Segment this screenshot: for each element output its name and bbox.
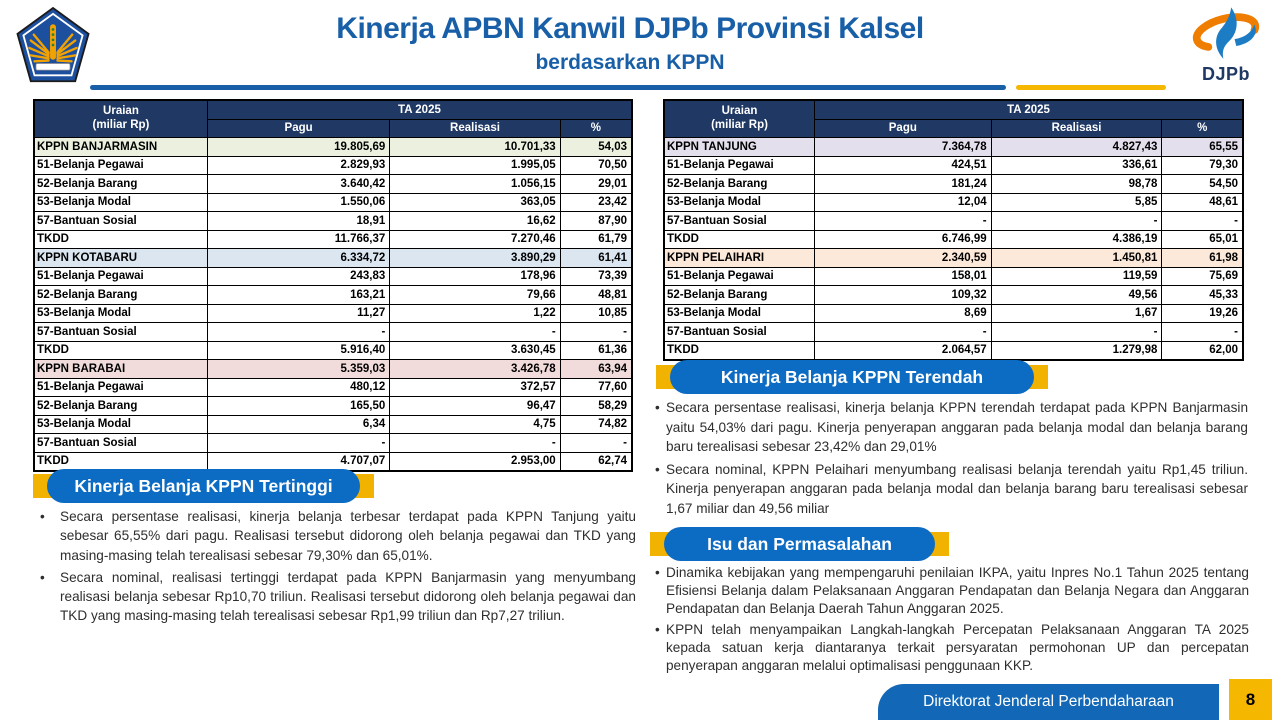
cell-realisasi: 1.995,05	[390, 156, 560, 175]
table-row	[34, 397, 632, 416]
cell-percent: 58,29	[560, 397, 632, 416]
table-row	[34, 230, 632, 249]
table-row	[34, 267, 632, 286]
cell-pagu: 12,04	[815, 193, 992, 212]
table-row	[664, 323, 1243, 342]
cell-realisasi: 1,67	[991, 304, 1162, 323]
budget-table	[663, 99, 1244, 361]
table-row	[34, 156, 632, 175]
table-row	[34, 434, 632, 453]
cell-pagu: -	[207, 323, 389, 342]
cell-realisasi: 7.270,46	[390, 230, 560, 249]
row-label: KPPN PELAIHARI	[664, 249, 815, 268]
cell-pagu: 2.340,59	[815, 249, 992, 268]
row-label: 57-Bantuan Sosial	[34, 434, 207, 453]
bullet-item: • Secara nominal, realisasi tertinggi terdapat pada KPPN Banjarmasin yang menyumbang realisasi belanja sebesar Rp10,70 triliun. Realisasi tersebut didorong oleh belanja pegawai dan TKD yang masing-masing telah terealisasi sebesar Rp1,99 triliun dan Rp7,27 triliun.	[33, 568, 636, 626]
row-label: 52-Belanja Barang	[34, 286, 207, 305]
cell-percent: 29,01	[560, 175, 632, 194]
cell-realisasi: 2.953,00	[390, 452, 560, 471]
cell-realisasi: 96,47	[390, 397, 560, 416]
cell-pagu: 5.359,03	[207, 360, 389, 379]
cell-pagu: 243,83	[207, 267, 389, 286]
cell-percent: 75,69	[1162, 267, 1243, 286]
cell-pagu: 109,32	[815, 286, 992, 305]
cell-pagu: 11,27	[207, 304, 389, 323]
cell-realisasi: 119,59	[991, 267, 1162, 286]
table-row	[664, 193, 1243, 212]
column-header: Pagu	[815, 119, 992, 138]
row-label: 57-Bantuan Sosial	[664, 212, 815, 231]
cell-pagu: 6.746,99	[815, 230, 992, 249]
cell-percent: -	[1162, 212, 1243, 231]
table-row	[34, 212, 632, 231]
cell-percent: 70,50	[560, 156, 632, 175]
cell-realisasi: -	[991, 323, 1162, 342]
column-header: Realisasi	[390, 119, 560, 138]
table-row	[34, 341, 632, 360]
cell-realisasi: 98,78	[991, 175, 1162, 194]
table-row	[664, 267, 1243, 286]
page-title: Kinerja APBN Kanwil DJPb Provinsi Kalsel	[336, 12, 924, 45]
cell-pagu: 165,50	[207, 397, 389, 416]
row-label: TKDD	[34, 341, 207, 360]
row-label: 52-Belanja Barang	[664, 286, 815, 305]
row-label: KPPN BANJARMASIN	[34, 138, 207, 157]
table-row	[664, 175, 1243, 194]
tertinggi-bullet-list	[33, 507, 636, 629]
row-label: 53-Belanja Modal	[664, 304, 815, 323]
cell-realisasi: 4.386,19	[991, 230, 1162, 249]
row-label: KPPN KOTABARU	[34, 249, 207, 268]
cell-percent: 48,61	[1162, 193, 1243, 212]
row-label: 57-Bantuan Sosial	[34, 212, 207, 231]
column-group-header: TA 2025	[207, 100, 632, 119]
cell-pagu: 163,21	[207, 286, 389, 305]
bullet-item: • Secara persentase realisasi, kinerja belanja terbesar terdapat pada KPPN Tanjung yaitu sebesar 65,55% dari pagu. Realisasi tersebut didorong oleh belanja pegawai dan TKD yang masing-masing telah terealisasi sebesar 79,30% dan 65,01%.	[33, 507, 636, 565]
bullet-item: • KPPN telah menyampaikan Langkah-langkah Percepatan Pelaksanaan Anggaran TA 2025 kepada satuan kerja diantaranya terkait persyaratan permohonan UP dan percepatan penyerapan anggaran melalui optimalisasi penggunaan KKP.	[655, 621, 1249, 675]
cell-realisasi: 1.279,98	[991, 341, 1162, 360]
cell-pagu: 11.766,37	[207, 230, 389, 249]
table-row	[664, 304, 1243, 323]
cell-pagu: 181,24	[815, 175, 992, 194]
cell-pagu: 480,12	[207, 378, 389, 397]
cell-pagu: 8,69	[815, 304, 992, 323]
table-row	[34, 138, 632, 157]
cell-pagu: 2.064,57	[815, 341, 992, 360]
table-row	[34, 249, 632, 268]
cell-percent: 45,33	[1162, 286, 1243, 305]
table-row	[664, 341, 1243, 360]
row-label: 51-Belanja Pegawai	[34, 267, 207, 286]
cell-percent: 61,36	[560, 341, 632, 360]
terendah-bullet-list	[655, 398, 1248, 521]
cell-realisasi: 336,61	[991, 156, 1162, 175]
table-row	[664, 249, 1243, 268]
table-row	[34, 304, 632, 323]
cell-percent: 62,74	[560, 452, 632, 471]
cell-pagu: 6.334,72	[207, 249, 389, 268]
budget-table	[33, 99, 633, 472]
djpb-logo	[1182, 4, 1270, 88]
cell-percent: 19,26	[1162, 304, 1243, 323]
row-label: TKDD	[34, 452, 207, 471]
row-label: TKDD	[34, 230, 207, 249]
cell-realisasi: 79,66	[390, 286, 560, 305]
cell-realisasi: 1.450,81	[991, 249, 1162, 268]
cell-pagu: 7.364,78	[815, 138, 992, 157]
cell-percent: 73,39	[560, 267, 632, 286]
row-label: 51-Belanja Pegawai	[34, 156, 207, 175]
cell-pagu: 1.550,06	[207, 193, 389, 212]
title-underline-blue	[90, 85, 1006, 90]
cell-percent: -	[560, 323, 632, 342]
cell-pagu: 158,01	[815, 267, 992, 286]
kemenkeu-logo-icon	[16, 5, 90, 85]
cell-realisasi: -	[390, 434, 560, 453]
row-label: KPPN TANJUNG	[664, 138, 815, 157]
cell-percent: 79,30	[1162, 156, 1243, 175]
cell-realisasi: 10.701,33	[390, 138, 560, 157]
column-group-header: TA 2025	[815, 100, 1243, 119]
row-label: 51-Belanja Pegawai	[664, 267, 815, 286]
cell-realisasi: 363,05	[390, 193, 560, 212]
cell-realisasi: 4.827,43	[991, 138, 1162, 157]
table-row	[664, 212, 1243, 231]
cell-percent: 54,50	[1162, 175, 1243, 194]
row-label: 52-Belanja Barang	[34, 175, 207, 194]
table-row	[34, 415, 632, 434]
row-label: TKDD	[664, 341, 815, 360]
table-row	[34, 175, 632, 194]
cell-percent: 61,98	[1162, 249, 1243, 268]
cell-realisasi: 5,85	[991, 193, 1162, 212]
bullet-item: • Secara persentase realisasi, kinerja belanja KPPN terendah terdapat pada KPPN Banjarmasin yaitu 54,03% dari pagu. Kinerja penyerapan anggaran pada belanja modal dan belanja barang baru terealisasi sebesar 23,42% dan 29,01%	[655, 398, 1248, 457]
djpb-swoosh-icon	[1183, 4, 1269, 64]
badge-title: Kinerja Belanja KPPN Tertinggi	[47, 469, 360, 503]
column-header: Pagu	[207, 119, 389, 138]
cell-percent: 65,55	[1162, 138, 1243, 157]
page-number: 8	[1229, 679, 1272, 720]
badge-kinerja-tertinggi	[33, 469, 374, 503]
page-subtitle: berdasarkan KPPN	[535, 51, 725, 74]
cell-pagu: 4.707,07	[207, 452, 389, 471]
cell-pagu: 19.805,69	[207, 138, 389, 157]
badge-isu-permasalahan	[650, 527, 949, 561]
cell-pagu: 18,91	[207, 212, 389, 231]
cell-pagu: -	[815, 212, 992, 231]
cell-realisasi: 372,57	[390, 378, 560, 397]
row-label: 52-Belanja Barang	[664, 175, 815, 194]
cell-percent: -	[1162, 323, 1243, 342]
table-row	[34, 286, 632, 305]
cell-percent: -	[560, 434, 632, 453]
row-label: 52-Belanja Barang	[34, 397, 207, 416]
row-label: 53-Belanja Modal	[34, 193, 207, 212]
row-label: 53-Belanja Modal	[34, 415, 207, 434]
cell-realisasi: 16,62	[390, 212, 560, 231]
isu-bullet-list	[655, 564, 1249, 678]
cell-pagu: 424,51	[815, 156, 992, 175]
row-label: 57-Bantuan Sosial	[664, 323, 815, 342]
table-row	[34, 378, 632, 397]
cell-realisasi: 49,56	[991, 286, 1162, 305]
cell-percent: 77,60	[560, 378, 632, 397]
bullet-item: • Dinamika kebijakan yang mempengaruhi penilaian IKPA, yaitu Inpres No.1 Tahun 2025 tentang Efisiensi Belanja dalam Pelaksanaan Anggaran Pendapatan dan Belanja Negara dan Anggaran Pendapatan dan Belanja Daerah Tahun Anggaran 2025.	[655, 564, 1249, 618]
row-label: 51-Belanja Pegawai	[34, 378, 207, 397]
cell-percent: 74,82	[560, 415, 632, 434]
cell-realisasi: -	[390, 323, 560, 342]
cell-percent: 65,01	[1162, 230, 1243, 249]
table-row	[34, 360, 632, 379]
cell-percent: 23,42	[560, 193, 632, 212]
table-row	[34, 323, 632, 342]
column-header-uraian: Uraian (miliar Rp)	[34, 100, 207, 138]
cell-realisasi: 1.056,15	[390, 175, 560, 194]
table-row	[664, 230, 1243, 249]
cell-pagu: 6,34	[207, 415, 389, 434]
cell-realisasi: 3.890,29	[390, 249, 560, 268]
cell-percent: 10,85	[560, 304, 632, 323]
cell-percent: 61,41	[560, 249, 632, 268]
cell-percent: 63,94	[560, 360, 632, 379]
cell-percent: 62,00	[1162, 341, 1243, 360]
title-underline-gold	[1016, 85, 1166, 90]
cell-pagu: 2.829,93	[207, 156, 389, 175]
row-label: 53-Belanja Modal	[34, 304, 207, 323]
djpb-logo-text: DJPb	[1201, 64, 1250, 84]
cell-realisasi: 1,22	[390, 304, 560, 323]
cell-pagu: -	[207, 434, 389, 453]
column-header: Realisasi	[991, 119, 1162, 138]
table-row	[34, 193, 632, 212]
badge-title: Kinerja Belanja KPPN Terendah	[670, 360, 1034, 394]
cell-percent: 48,81	[560, 286, 632, 305]
row-label: TKDD	[664, 230, 815, 249]
table-row	[664, 286, 1243, 305]
cell-realisasi: 3.426,78	[390, 360, 560, 379]
footer-organization: Direktorat Jenderal Perbendaharaan	[878, 684, 1219, 720]
cell-pagu: -	[815, 323, 992, 342]
row-label: 57-Bantuan Sosial	[34, 323, 207, 342]
cell-pagu: 3.640,42	[207, 175, 389, 194]
cell-percent: 87,90	[560, 212, 632, 231]
row-label: 51-Belanja Pegawai	[664, 156, 815, 175]
badge-title: Isu dan Permasalahan	[664, 527, 935, 561]
table-row	[664, 138, 1243, 157]
cell-pagu: 5.916,40	[207, 341, 389, 360]
cell-realisasi: -	[991, 212, 1162, 231]
column-header: %	[560, 119, 632, 138]
column-header-uraian: Uraian (miliar Rp)	[664, 100, 815, 138]
table-row	[664, 156, 1243, 175]
row-label: KPPN BARABAI	[34, 360, 207, 379]
cell-percent: 54,03	[560, 138, 632, 157]
bullet-item: • Secara nominal, KPPN Pelaihari menyumbang realisasi belanja terendah yaitu Rp1,45 triliun. Kinerja penyerapan anggaran pada belanja modal dan belanja barang baru terealisasi sebesar 1,67 miliar dan 49,56 miliar	[655, 460, 1248, 519]
cell-realisasi: 3.630,45	[390, 341, 560, 360]
column-header: %	[1162, 119, 1243, 138]
kppn-table-left	[33, 99, 633, 472]
cell-percent: 61,79	[560, 230, 632, 249]
row-label: 53-Belanja Modal	[664, 193, 815, 212]
kppn-table-right	[663, 99, 1244, 361]
cell-realisasi: 178,96	[390, 267, 560, 286]
badge-kinerja-terendah	[656, 360, 1048, 394]
cell-realisasi: 4,75	[390, 415, 560, 434]
